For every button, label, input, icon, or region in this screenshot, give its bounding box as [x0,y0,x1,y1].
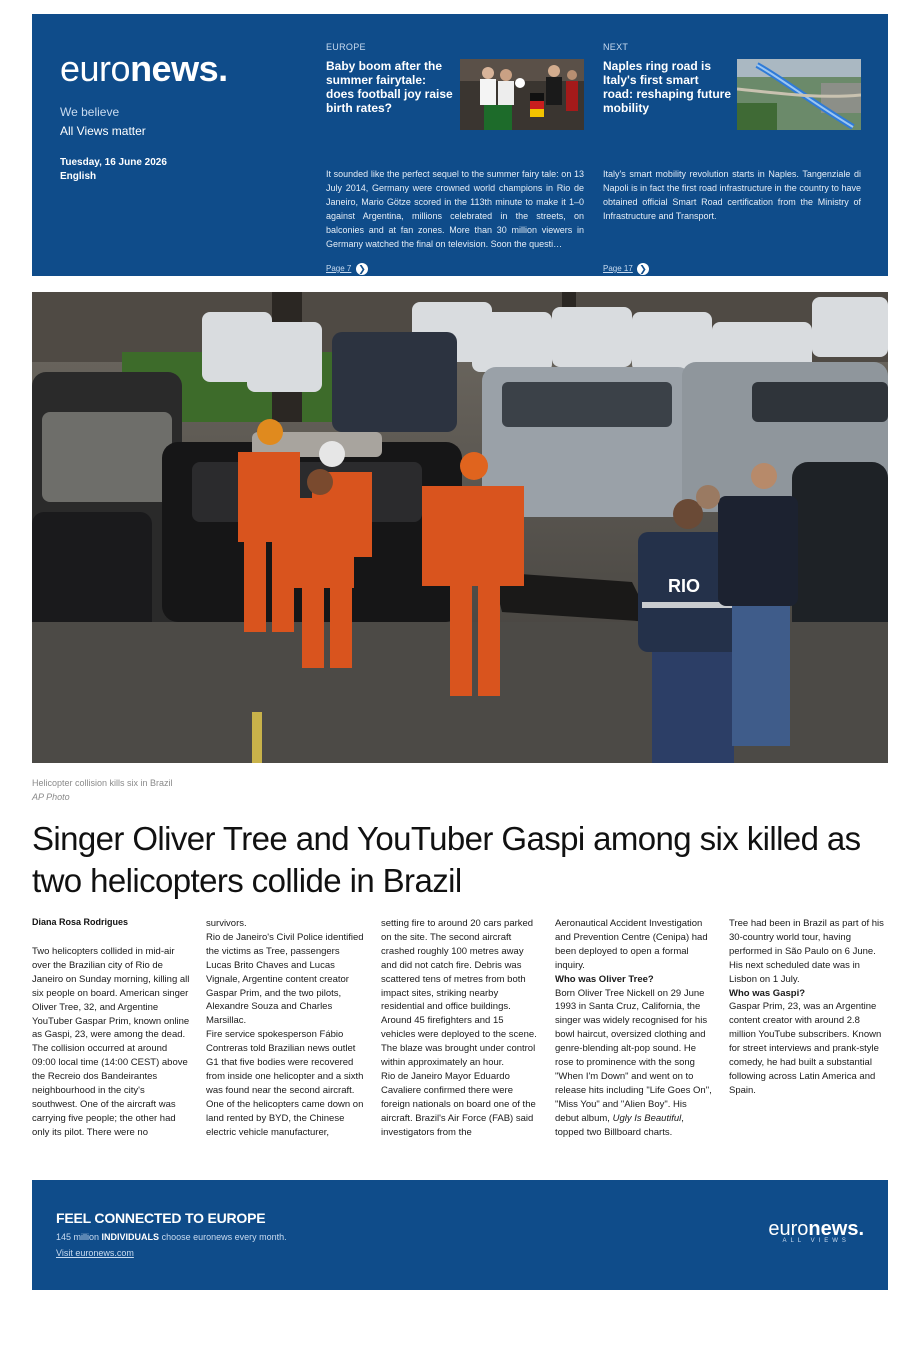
paragraph: Around 45 firefighters and 15 vehicles were deployed to the scene. The blaze was brought under control within approximately an hour. [381,1015,537,1069]
logo-text-light: euro [768,1218,809,1240]
teaser-thumbnail-football-fans[interactable] [460,59,584,130]
photo-credit: AP Photo [32,792,70,802]
issue-date: Tuesday, 16 June 2026 [60,157,167,168]
teaser-section: EUROPE [326,42,366,52]
paragraph-text: Born Oliver Tree Nickell on 29 June 1993 in Santa Cruz, California, the singer was widely recognised for his bowl haircut, oversized clothing and genre-blending alt-pop sound. He rose to prominence with the song "When I'm Down" and went on to release hits including "Life Goes On", "Miss You" and "Alien Boy". His debut album, [555,987,712,1124]
article-headline: Singer Oliver Tree and YouTuber Gaspi among six killed as two helicopters collide in Brazil [32,820,861,899]
vest-rio-text: RIO [668,576,701,596]
article-column-1 [32,945,190,1140]
paragraph: setting fire to around 20 cars parked on the site. The second aircraft crashed roughly 100 metres away and did not catch fire. Debris was scattered tens of metres from both impact sites, striking nearby residential and office buildings. [381,918,534,1013]
teaser-thumbnail-smart-road[interactable] [737,59,861,130]
logo-text-bold: news. [808,1218,864,1240]
album-title: Ugly Is Beautiful [612,1112,682,1124]
photo-caption: Helicopter collision kills six in Brazil [32,778,173,788]
helicopter-crash-scene-image [32,292,888,763]
teaser-title[interactable]: Baby boom after the summer fairytale: does football joy raise birth rates? [326,59,453,115]
teaser-body: Italy's smart mobility revolution starts in Naples. Tangenziale di Napoli is in fact the first road infrastructure in the country to have obtained official Smart Road certification from the Ministry of Infrastructure and Transport. [603,169,861,221]
edition-language: English [60,171,97,182]
stat-number: 145 million [56,1232,100,1242]
footer-banner [32,1180,888,1290]
euronews-logo[interactable] [60,48,228,90]
teaser-title[interactable]: Naples ring road is Italy's first smart road: reshaping future mobility [603,59,732,115]
visit-euronews-link[interactable]: Visit euronews.com [56,1248,134,1258]
logo-text-light: euro [60,48,131,89]
paragraph [555,987,713,1140]
teaser-body: It sounded like the perfect sequel to the summer fairy tale: on 13 July 2014, Germany were crowned world champions in Rio de Janeiro, Mario Götze scored in the 113th minute to make it 1–0 against Argentina, millions celebrated in the streets, on balconies and at fan zones. More than 30 million viewers in Germany watched the final on television. Soon the questi… [326,169,584,249]
tagline-line-1: We believe [60,105,120,119]
tagline-line-2: All Views matter [60,124,146,138]
article-column-3 [381,917,539,1140]
logo-text-bold: news. [130,48,228,89]
author-byline: Diana Rosa Rodrigues [32,917,129,927]
paragraph: Tree had been in Brazil as part of his 30-country world tour, having performed in São Paulo on 6 June. His next scheduled date was in Lisbon on 1 July. [729,918,884,985]
paragraph: Fire service spokesperson Fábio Contreras told Brazilian news outlet G1 that five bodies were recovered from inside one helicopter and a sixth was found near the second aircraft. [206,1029,364,1096]
arrow-right-icon[interactable]: ❯ [356,263,368,275]
hero-photo [32,292,888,763]
article-column-2 [206,917,364,1140]
footer-stat [56,1232,287,1242]
article-column-4 [555,917,713,1140]
teaser-next[interactable] [603,42,861,274]
paragraph-text-end: , topped two Billboard charts. [555,1112,684,1138]
footer-logo[interactable] [768,1218,864,1244]
article-column-5 [729,917,887,1098]
arrow-right-icon[interactable]: ❯ [637,263,649,275]
paragraph: Aeronautical Accident Investigation and Prevention Centre (Cenipa) had been deployed to open a formal inquiry. [555,918,708,971]
football-fans-image [460,59,584,130]
stat-bold: INDIVIDUALS [101,1232,160,1242]
paragraph: One of the helicopters came down on land rented by BYD, the Chinese electric vehicle manufacturer, [206,1098,364,1138]
smart-road-image [737,59,861,130]
teaser-section: NEXT [603,42,629,52]
paragraph: Rio de Janeiro's Civil Police identified the victims as Tree, passengers Lucas Brito Chaves and Lucas Vignale, Argentine content creator Gaspar Prim, and the two pilots, Alexandre Souza and Charles Marsillac. [206,931,364,1027]
subheading-oliver-tree: Who was Oliver Tree? [555,973,654,985]
footer-title: FEEL CONNECTED TO EUROPE [56,1210,266,1226]
teaser-page-link[interactable]: Page 17 [603,264,633,273]
logo-subtitle: ALL VIEWS [782,1238,850,1244]
paragraph: Rio de Janeiro Mayor Eduardo Cavaliere confirmed there were foreign nationals on board one of the aircraft. Brazil's Air Force (FAB) said investigators from the [381,1070,536,1138]
paragraph: survivors. [206,918,247,929]
stat-text: choose euronews every month. [161,1232,287,1242]
paragraph: The collision occurred at around 09:00 local time (14:00 CEST) above the Recreio dos Bandeirantes neighbourhood in the city's southwest. One of the aircraft was carrying five people; the other had only its pilot. There were no [32,1043,188,1138]
masthead [32,14,888,276]
teaser-page-link[interactable]: Page 7 [326,264,352,273]
paragraph: Two helicopters collided in mid-air over the Brazilian city of Rio de Janeiro on Sunday morning, killing all six people on board. American singer Oliver Tree, 32, and Argentine YouTuber Gaspar Prim, known online as Gaspi, 23, were among the dead. [32,946,190,1041]
paragraph: Gaspar Prim, 23, was an Argentine content creator with around 2.8 million YouTube subscribers. Known for street interviews and prank-style comedy, he had built a substantial following across Latin America and Spain. [729,1001,882,1096]
teaser-europe[interactable] [326,42,584,274]
subheading-gaspi: Who was Gaspi? [729,987,806,999]
